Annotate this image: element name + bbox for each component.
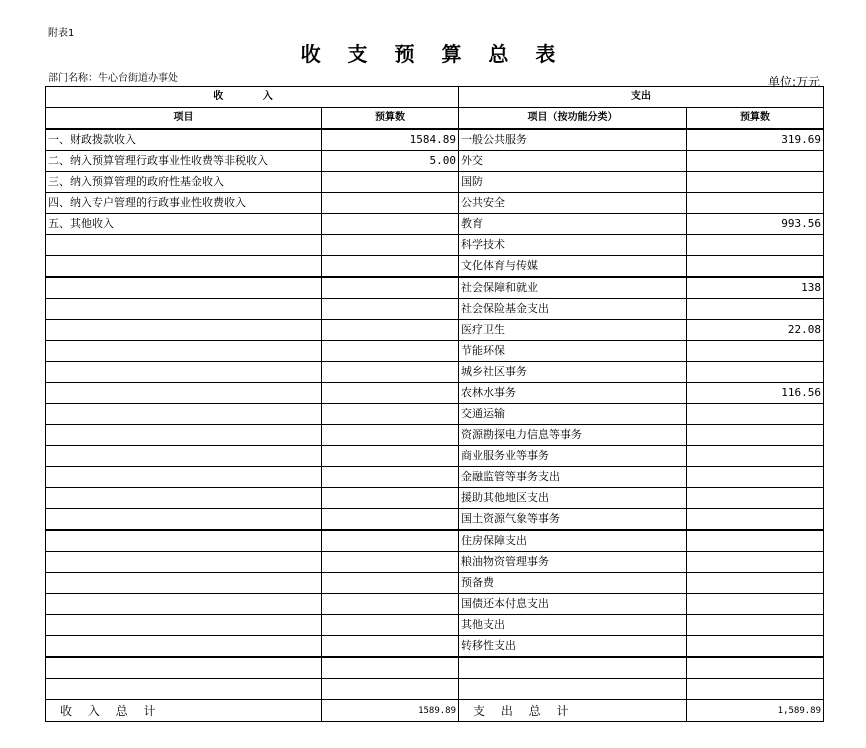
table-row bbox=[46, 320, 824, 341]
appendix-label: 附表1 bbox=[48, 28, 75, 39]
income-item-cell bbox=[46, 277, 322, 299]
table-row bbox=[46, 615, 824, 636]
expense-value-cell bbox=[687, 594, 824, 615]
table-row bbox=[46, 193, 824, 214]
expense-item-cell: 医疗卫生 bbox=[459, 320, 687, 341]
department-name: 部门名称：牛心台街道办事处 bbox=[48, 73, 178, 84]
expense-item-cell: 粮油物资管理事务 bbox=[459, 552, 687, 573]
table-row bbox=[46, 151, 824, 172]
table-row bbox=[46, 277, 824, 299]
table-row bbox=[46, 172, 824, 193]
income-value-cell bbox=[322, 657, 459, 679]
income-item-cell bbox=[46, 509, 322, 531]
income-item-cell bbox=[46, 679, 322, 700]
expense-total-label: 支 出 总 计 bbox=[459, 700, 687, 722]
income-item-cell: 五、其他收入 bbox=[46, 214, 322, 235]
expense-value-cell bbox=[687, 679, 824, 700]
income-item-header: 项目 bbox=[46, 108, 322, 130]
table-row bbox=[46, 594, 824, 615]
table-row bbox=[46, 679, 824, 700]
income-value-cell bbox=[322, 341, 459, 362]
expense-value-cell: 319.69 bbox=[687, 129, 824, 151]
income-item-cell bbox=[46, 446, 322, 467]
expense-item-cell: 文化体育与传媒 bbox=[459, 256, 687, 278]
expense-item-cell bbox=[459, 657, 687, 679]
expense-header: 支出 bbox=[459, 87, 824, 108]
expense-item-cell: 交通运输 bbox=[459, 404, 687, 425]
table-row bbox=[46, 530, 824, 552]
table-row bbox=[46, 214, 824, 235]
income-item-cell: 四、纳入专户管理的行政事业性收费收入 bbox=[46, 193, 322, 214]
income-value-cell bbox=[322, 573, 459, 594]
income-value-cell bbox=[322, 425, 459, 446]
income-item-cell bbox=[46, 573, 322, 594]
expense-value-cell bbox=[687, 172, 824, 193]
expense-item-cell: 一般公共服务 bbox=[459, 129, 687, 151]
expense-value-cell bbox=[687, 657, 824, 679]
income-value-cell: 5.00 bbox=[322, 151, 459, 172]
income-item-cell bbox=[46, 235, 322, 256]
income-total-label: 收 入 总 计 bbox=[46, 700, 322, 722]
total-row bbox=[46, 700, 824, 722]
table-row bbox=[46, 425, 824, 446]
table-row bbox=[46, 129, 824, 151]
table-row bbox=[46, 383, 824, 404]
expense-value-cell bbox=[687, 636, 824, 658]
expense-item-cell: 商业服务业等事务 bbox=[459, 446, 687, 467]
expense-item-cell: 社会保险基金支出 bbox=[459, 299, 687, 320]
expense-total-value: 1,589.89 bbox=[687, 700, 824, 722]
income-item-cell bbox=[46, 383, 322, 404]
income-value-cell bbox=[322, 383, 459, 404]
header-row-top bbox=[46, 87, 824, 108]
expense-value-cell bbox=[687, 151, 824, 172]
income-item-cell bbox=[46, 636, 322, 658]
expense-item-cell: 援助其他地区支出 bbox=[459, 488, 687, 509]
expense-item-header: 项目（按功能分类） bbox=[459, 108, 687, 130]
income-item-cell bbox=[46, 657, 322, 679]
expense-item-cell: 科学技术 bbox=[459, 235, 687, 256]
expense-item-cell: 公共安全 bbox=[459, 193, 687, 214]
table-row bbox=[46, 446, 824, 467]
table-row bbox=[46, 573, 824, 594]
table-row bbox=[46, 299, 824, 320]
expense-value-cell: 116.56 bbox=[687, 383, 824, 404]
income-item-cell bbox=[46, 256, 322, 278]
table-row bbox=[46, 362, 824, 383]
expense-value-cell bbox=[687, 341, 824, 362]
income-item-cell bbox=[46, 320, 322, 341]
income-header: 收 入 bbox=[46, 87, 459, 108]
budget-table bbox=[45, 86, 824, 722]
income-item-cell bbox=[46, 467, 322, 488]
income-value-cell bbox=[322, 277, 459, 299]
table-row bbox=[46, 341, 824, 362]
expense-item-cell: 转移性支出 bbox=[459, 636, 687, 658]
expense-value-cell bbox=[687, 446, 824, 467]
header-row-columns bbox=[46, 108, 824, 130]
income-value-cell bbox=[322, 594, 459, 615]
expense-item-cell: 其他支出 bbox=[459, 615, 687, 636]
table-row bbox=[46, 467, 824, 488]
table-row bbox=[46, 636, 824, 658]
income-value-cell bbox=[322, 530, 459, 552]
income-value-cell bbox=[322, 214, 459, 235]
income-value-cell bbox=[322, 679, 459, 700]
expense-item-cell: 城乡社区事务 bbox=[459, 362, 687, 383]
expense-budget-header: 预算数 bbox=[687, 108, 824, 130]
expense-item-cell: 国土资源气象等事务 bbox=[459, 509, 687, 531]
income-item-cell bbox=[46, 488, 322, 509]
expense-value-cell bbox=[687, 193, 824, 214]
expense-item-cell: 外交 bbox=[459, 151, 687, 172]
expense-value-cell bbox=[687, 467, 824, 488]
income-item-cell bbox=[46, 362, 322, 383]
expense-value-cell: 22.08 bbox=[687, 320, 824, 341]
table-row bbox=[46, 657, 824, 679]
expense-value-cell bbox=[687, 404, 824, 425]
expense-value-cell: 138 bbox=[687, 277, 824, 299]
income-value-cell: 1584.89 bbox=[322, 129, 459, 151]
expense-value-cell bbox=[687, 488, 824, 509]
expense-value-cell bbox=[687, 256, 824, 278]
table-row bbox=[46, 509, 824, 531]
income-value-cell bbox=[322, 488, 459, 509]
expense-item-cell: 农林水事务 bbox=[459, 383, 687, 404]
income-total-value: 1589.89 bbox=[322, 700, 459, 722]
unit-label: 单位:万元 bbox=[767, 75, 820, 89]
income-value-cell bbox=[322, 193, 459, 214]
expense-item-cell: 国债还本付息支出 bbox=[459, 594, 687, 615]
expense-item-cell: 金融监管等事务支出 bbox=[459, 467, 687, 488]
income-value-cell bbox=[322, 404, 459, 425]
income-budget-header: 预算数 bbox=[322, 108, 459, 130]
income-item-cell bbox=[46, 615, 322, 636]
table-row bbox=[46, 552, 824, 573]
income-item-cell bbox=[46, 404, 322, 425]
income-value-cell bbox=[322, 467, 459, 488]
expense-value-cell bbox=[687, 615, 824, 636]
income-item-cell: 一、财政拨款收入 bbox=[46, 129, 322, 151]
expense-value-cell bbox=[687, 425, 824, 446]
table-row bbox=[46, 404, 824, 425]
income-value-cell bbox=[322, 636, 459, 658]
expense-item-cell: 教育 bbox=[459, 214, 687, 235]
income-value-cell bbox=[322, 256, 459, 278]
page-title: 收 支 预 算 总 表 bbox=[300, 42, 566, 66]
income-value-cell bbox=[322, 299, 459, 320]
income-item-cell bbox=[46, 299, 322, 320]
income-item-cell bbox=[46, 530, 322, 552]
income-item-cell bbox=[46, 341, 322, 362]
expense-value-cell bbox=[687, 530, 824, 552]
expense-value-cell bbox=[687, 552, 824, 573]
expense-item-cell bbox=[459, 679, 687, 700]
income-value-cell bbox=[322, 172, 459, 193]
expense-value-cell bbox=[687, 573, 824, 594]
income-value-cell bbox=[322, 320, 459, 341]
income-value-cell bbox=[322, 235, 459, 256]
expense-value-cell bbox=[687, 509, 824, 531]
expense-value-cell bbox=[687, 299, 824, 320]
income-value-cell bbox=[322, 615, 459, 636]
expense-value-cell bbox=[687, 362, 824, 383]
expense-item-cell: 住房保障支出 bbox=[459, 530, 687, 552]
table-row bbox=[46, 235, 824, 256]
expense-value-cell bbox=[687, 235, 824, 256]
table-row bbox=[46, 488, 824, 509]
income-value-cell bbox=[322, 446, 459, 467]
income-value-cell bbox=[322, 509, 459, 531]
income-value-cell bbox=[322, 362, 459, 383]
expense-item-cell: 预备费 bbox=[459, 573, 687, 594]
income-item-cell: 二、纳入预算管理行政事业性收费等非税收入 bbox=[46, 151, 322, 172]
table-row bbox=[46, 256, 824, 278]
income-item-cell bbox=[46, 552, 322, 573]
income-item-cell: 三、纳入预算管理的政府性基金收入 bbox=[46, 172, 322, 193]
expense-item-cell: 社会保障和就业 bbox=[459, 277, 687, 299]
income-item-cell bbox=[46, 425, 322, 446]
expense-item-cell: 节能环保 bbox=[459, 341, 687, 362]
income-item-cell bbox=[46, 594, 322, 615]
expense-item-cell: 国防 bbox=[459, 172, 687, 193]
expense-item-cell: 资源勘探电力信息等事务 bbox=[459, 425, 687, 446]
income-value-cell bbox=[322, 552, 459, 573]
expense-value-cell: 993.56 bbox=[687, 214, 824, 235]
